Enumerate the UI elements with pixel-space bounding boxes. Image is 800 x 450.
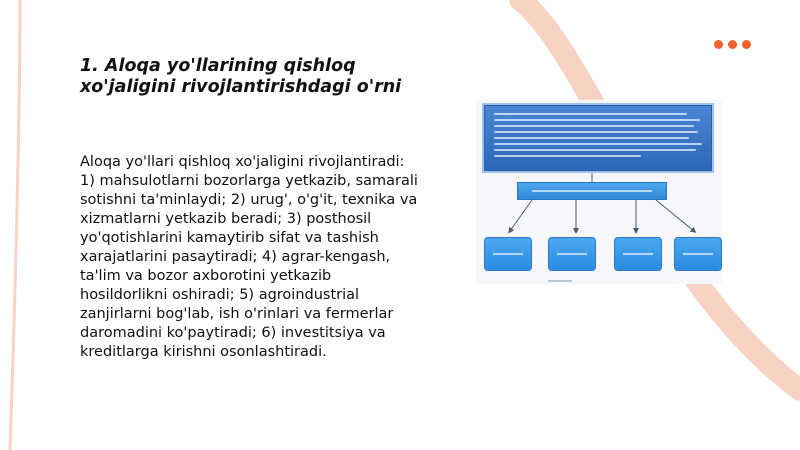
dot (714, 40, 723, 49)
diagram-leaf-box (674, 237, 722, 271)
slide-title: 1. Aloqa yo'llarining qishloq xo'jaligini rivojlantirishdagi o'rni (80, 56, 402, 97)
diagram-leaf-box (484, 237, 532, 271)
dot (742, 40, 751, 49)
flow-diagram (476, 100, 722, 284)
dot (728, 40, 737, 49)
diagram-scroll-mark (548, 280, 572, 282)
diagram-leaf-box (614, 237, 662, 271)
slide-body: Aloqa yo'llari qishloq xo'jaligini rivojlantiradi: 1) mahsulotlarni bozorlarga yetkazib, samarali sotishni ta'minlaydi; 2) urug', o'g'it, texnika va xizmatlarni yetkazib beradi; 3) posthosil yo'qotishlarini kamaytirib sifat va tashish xarajatlarini pasaytiradi; 4) agrar-kengash, ta'lim va bozor axborotini yetkazib hosildorlikni oshiradi; 5) agroindustrial zanjirlarni bog'lab, ish o'rinlari va fermerlar daromadini ko'paytiradi; 6) investitsiya va kreditlarga kirishni osonlashtiradi. (80, 154, 418, 360)
three-dots-icon (714, 40, 751, 49)
diagram-leaf-box (548, 237, 596, 271)
